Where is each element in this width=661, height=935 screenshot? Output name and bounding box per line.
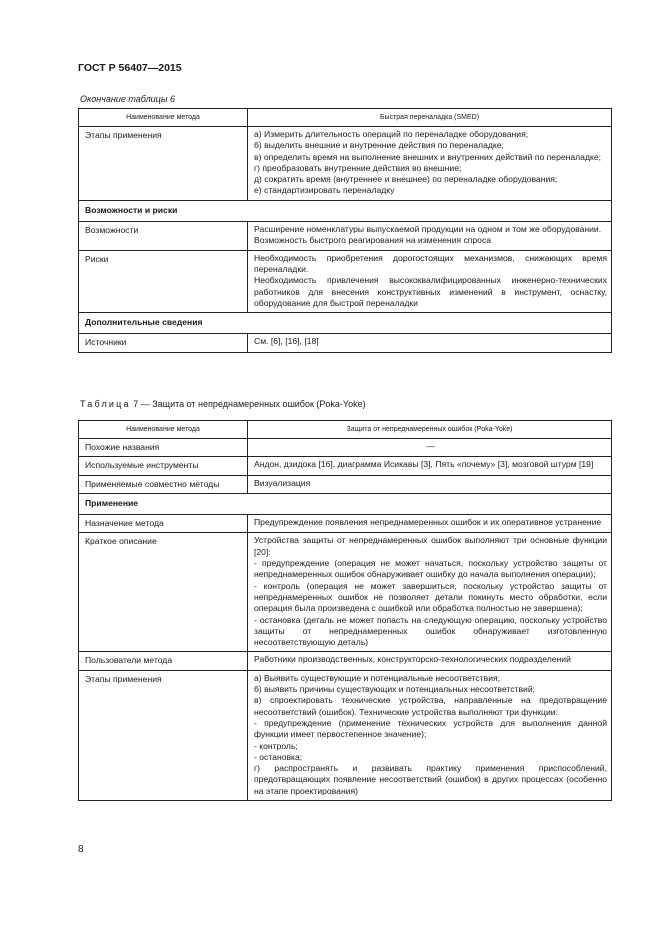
- table7-caption-prefix: Таблица: [80, 399, 131, 409]
- table-row: [79, 515, 612, 533]
- row-value-users: Работники производственных, конструкторско-технологических подразделений: [248, 652, 612, 670]
- list-item: а) Измерить длительность операций по переналадке оборудования;: [254, 129, 529, 139]
- row-value-stages: [248, 670, 612, 800]
- list-item: Возможность быстрого реагирования на изменения спроса: [254, 235, 492, 246]
- list-item: Устройства защиты от непреднамеренных ошибок выполняют три основные функции [20]:: [254, 535, 607, 557]
- list-item: в) определить время на выполнение внешних и внутренних действий по переналадке;: [254, 151, 602, 162]
- list-item: - предупреждение (применение технических устройств для выполнения данной функции имеет первостепенное значение);: [254, 717, 607, 740]
- row-value-purpose: Предупреждение появления непреднамеренных ошибок и их оперативное устранение: [248, 515, 612, 533]
- row-value-combined: Визуализация: [248, 475, 612, 493]
- col1-header: Наименование метода: [79, 109, 248, 127]
- row-label-purpose: Назначение метода: [79, 515, 248, 533]
- list-item: г) распространять и развивать практику применения приспособлений, предотвращающих появление несоответствий (ошибок) в других процессах (особенно на этапе проектирования): [254, 763, 607, 796]
- list-item: Необходимость привлечения высококвалифицированных инженерно-технических работников для внесения конструктивных изменений в инструмент, оснастку, оборудование для быстрой переналадки: [254, 275, 607, 308]
- row-label-combined: Применяемые совместно методы: [79, 475, 248, 493]
- list-item: - контроль;: [254, 740, 298, 751]
- table7-caption-text: 7 — Защита от непреднамеренных ошибок (Poka-Yoke): [133, 399, 366, 409]
- list-item: б) выделить внешние и внутренние действия по переналадке;: [254, 140, 504, 151]
- row-label-sources: Источники: [79, 334, 248, 352]
- section-row: [79, 493, 612, 514]
- document-header: ГОСТ Р 56407—2015: [78, 62, 182, 74]
- table-row: [79, 250, 612, 312]
- table-row: [79, 222, 612, 251]
- row-value-opportunities: [248, 222, 612, 251]
- table-row: [79, 670, 612, 800]
- section-row: [79, 200, 612, 221]
- row-label-description: Краткое описание: [79, 533, 248, 652]
- row-value-risks: [248, 250, 612, 312]
- table-row: [79, 533, 612, 652]
- row-label-users: Пользователи метода: [79, 652, 248, 670]
- table-6: [78, 108, 612, 353]
- list-item: в) спроектировать технические устройства, направленные на предотвращение несоответствий (ошибок). Технические устройства выполняют три функции:: [254, 695, 607, 717]
- table-row: [79, 439, 612, 457]
- list-item: б) выявить причины существующих и потенциальных несоответствий;: [254, 684, 536, 695]
- page-number: 8: [78, 844, 84, 855]
- section-title-risks: Возможности и риски: [79, 200, 612, 221]
- list-item: - остановка (деталь не может попасть на следующую операцию, поскольку устройство защиты от непреднамеренных ошибок обнаруживает изготовленную несоответствующую деталь): [254, 614, 607, 648]
- list-item: - остановка;: [254, 751, 303, 762]
- table-row: [79, 334, 612, 352]
- col2-header: Быстрая переналадка (SMED): [248, 109, 612, 127]
- list-item: а) Выявить существующие и потенциальные несоответствия;: [254, 672, 501, 683]
- table6-caption: Окончание таблицы 6: [80, 94, 175, 104]
- row-label-risks: Риски: [79, 250, 248, 312]
- list-item: Необходимость приобретения дорогостоящих механизмов, снижающих время переналадки.: [254, 252, 607, 274]
- list-item: - контроль (операция не может завершиться, поскольку устройство защиты от непреднамеренных ошибок не позволяет детали покинуть место обработки, если операция была произведена с ошибкой или обработка полностью не завершена);: [254, 580, 607, 614]
- table-row: [79, 475, 612, 493]
- section-title-application: Применение: [79, 493, 612, 514]
- list-item: е) стандартизировать переналадку: [254, 185, 395, 196]
- table-header-row: [79, 109, 612, 127]
- table-7: [78, 420, 612, 801]
- table-row: [79, 457, 612, 475]
- col2-header: Защита от непреднамеренных ошибок (Poka-Yoke): [248, 421, 612, 439]
- table-row: [79, 652, 612, 670]
- list-item: д) сократить время (внутреннее и внешнее) по переналадке оборудования;: [254, 174, 558, 185]
- row-label-tools: Используемые инструменты: [79, 457, 248, 475]
- list-item: Расширение номенклатуры выпускаемой продукции на одном и том же оборудовании.: [254, 224, 602, 235]
- table7-caption: [80, 399, 366, 409]
- row-value-stages: [248, 127, 612, 201]
- row-value-tools: Андон, дзидока [16], диаграмма Исикавы [3], Пять «почему» [3], мозговой штурм [19]: [248, 457, 612, 475]
- col1-header: Наименование метода: [79, 421, 248, 439]
- section-row: [79, 313, 612, 334]
- table-header-row: [79, 421, 612, 439]
- row-value-similar: —: [248, 439, 612, 457]
- table-row: [79, 127, 612, 201]
- section-title-extra: Дополнительные сведения: [79, 313, 612, 334]
- row-label-stages: Этапы применения: [79, 670, 248, 800]
- row-label-opportunities: Возможности: [79, 222, 248, 251]
- row-label-similar: Похожие названия: [79, 439, 248, 457]
- list-item: г) преобразовать внутренние действия во внешние;: [254, 162, 462, 173]
- row-value-sources: См. [6], [16], [18]: [248, 334, 612, 352]
- row-value-description: [248, 533, 612, 652]
- list-item: - предупреждение (операция не может начаться, поскольку устройство защиты от непреднамеренных ошибок обнаруживает ошибку до начала выполнения операции);: [254, 558, 607, 580]
- row-label-stages: Этапы применения: [79, 127, 248, 201]
